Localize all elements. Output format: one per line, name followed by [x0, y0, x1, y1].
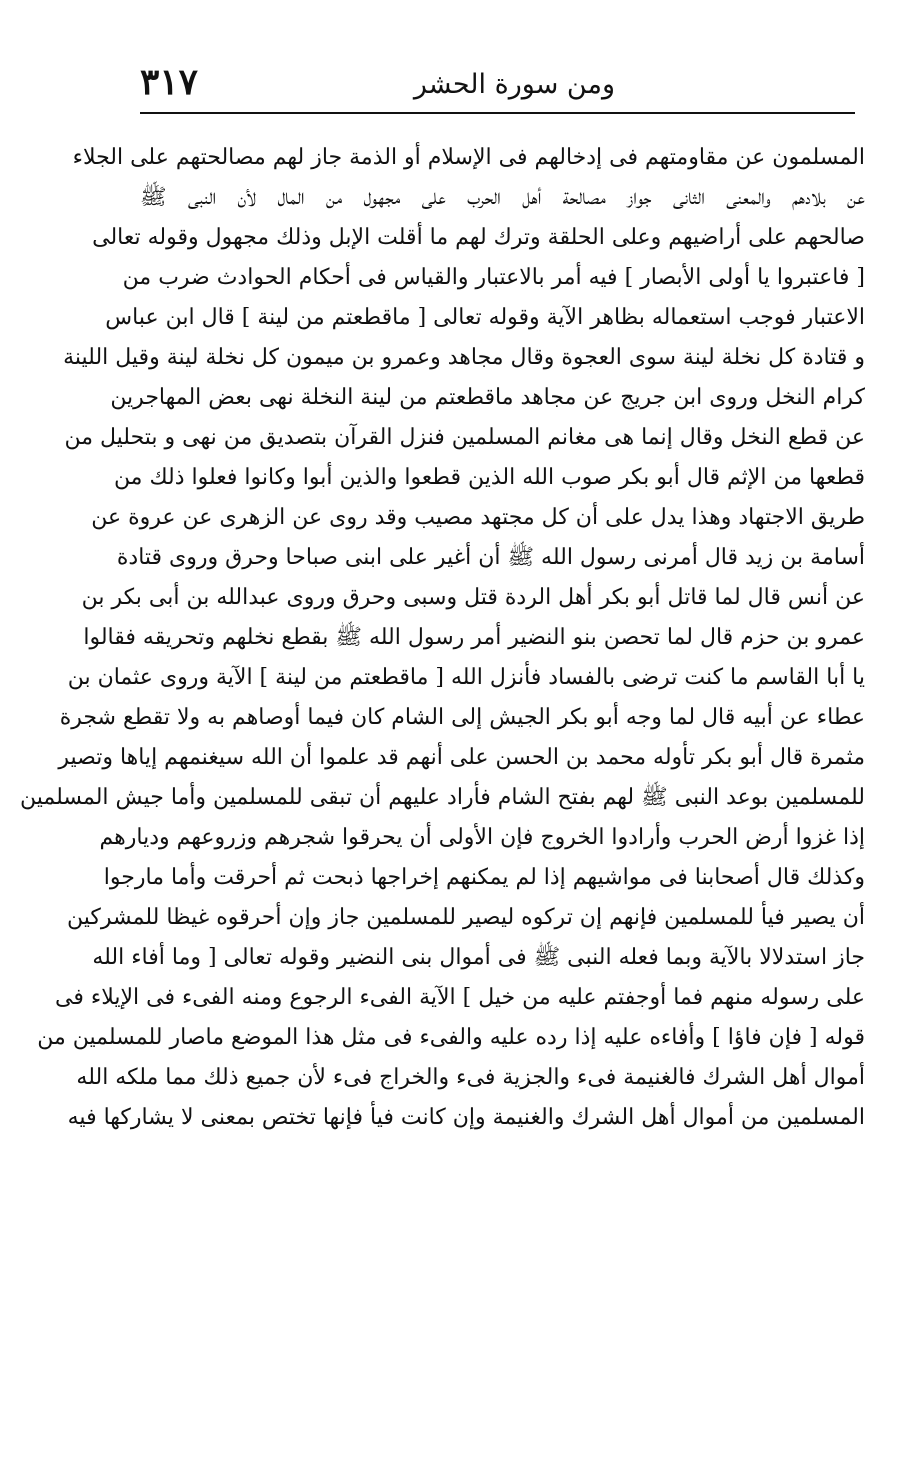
- text-line: قوله [ فإن فاؤا ] وأفاءه عليه إذا رده عليه والفىء فى مثل هذا الموضع ماصار للمسلمين من: [37, 1025, 865, 1050]
- text-line: أن يصير فيأ للمسلمين فإنهم إن تركوه ليصير للمسلمين جاز وإن أحرقوه غيظا للمشركين: [67, 905, 865, 930]
- text-line: أموال أهل الشرك فالغنيمة فىء والجزية فىء والخراج فىء لأن جميع ذلك مما ملكه الله: [76, 1065, 865, 1090]
- page-number: ٣١٧: [140, 61, 199, 103]
- text-line: المسلمون عن مقاومتهم فى إدخالهم فى الإسلام أو الذمة جاز لهم مصالحتهم على الجلاء: [72, 145, 865, 170]
- header-rule: [140, 112, 855, 114]
- text-line: على رسوله منهم فما أوجفتم عليه من خيل ] الآية الفىء الرجوع ومنه الفىء فى الإيلاء فى: [55, 985, 865, 1010]
- text-line: جاز استدلالا بالآية وبما فعله النبى ﷺ فى أموال بنى النضير وقوله تعالى [ وما أفاء الله: [92, 945, 865, 970]
- text-line: للمسلمين بوعد النبى ﷺ لهم بفتح الشام فأراد عليهم أن تبقى للمسلمين وأما جيش المسلمين: [20, 785, 865, 810]
- text-line: وكذلك قال أصحابنا فى مواشيهم إذا لم يمكنهم إخراجها ذبحت ثم أحرقت وأما مارجوا: [103, 865, 865, 890]
- text-line: و قتادة كل نخلة لينة سوى العجوة وقال مجاهد وعمرو بن ميمون كل نخلة لينة وقيل اللينة: [63, 345, 865, 370]
- text-line: يا أبا القاسم ما كنت ترضى بالفساد فأنزل الله [ ماقطعتم من لينة ] الآية وروى عثمان بن: [67, 665, 865, 690]
- text-line: أسامة بن زيد قال أمرنى رسول الله ﷺ أن أغير على ابنى صباحا وحرق وروى قتادة: [116, 545, 865, 570]
- text-line: قطعها من الإثم قال أبو بكر صوب الله الذين قطعوا والذين أبوا وكانوا فعلوا ذلك من: [113, 465, 865, 490]
- text-line: عن قطع النخل وقال إنما هى مغانم المسلمين فنزل القرآن بتصديق من نهى و بتحليل من: [64, 425, 865, 450]
- text-line: طريق الاجتهاد وهذا يدل على أن كل مجتهد مصيب وقد روى عن الزهرى عن عروة عن: [91, 505, 865, 530]
- text-line: إذا غزوا أرض الحرب وأرادوا الخروج فإن الأولى أن يحرقوا شجرهم وزروعهم وديارهم: [99, 825, 865, 850]
- text-line: الاعتبار فوجب استعماله بظاهر الآية وقوله تعالى [ ماقطعتم من لينة ] قال ابن عباس: [105, 305, 865, 330]
- text-line: المسلمين من أموال أهل الشرك والغنيمة وإن كانت فيأ فإنها تختص بمعنى لا يشاركها فيه: [67, 1105, 865, 1130]
- text-line: صالحهم على أراضيهم وعلى الحلقة وترك لهم ما أقلت الإبل وذلك مجهول وقوله تعالى: [92, 225, 865, 250]
- running-header: [140, 62, 855, 108]
- text-line: عن أنس قال لما قاتل أبو بكر أهل الردة قتل وسبى وحرق وروى عبدالله بن أبى بكر بن: [81, 585, 865, 610]
- text-line: كرام النخل وروى ابن جريج عن مجاهد ماقطعتم من لينة النخلة نهى بعض المهاجرين: [110, 385, 865, 410]
- text-line: عمرو بن حزم قال لما تحصن بنو النضير أمر رسول الله ﷺ بقطع نخلهم وتحريقه فقالوا: [83, 625, 865, 650]
- text-line: عن بلادهم والمعنى الثانى جواز مصالحة أهل الحرب على مجهول من المال لأن النبى ﷺ: [140, 185, 865, 210]
- text-line: عطاء عن أبيه قال لما وجه أبو بكر الجيش إلى الشام كان فيما أوصاهم به ولا تقطع شجرة: [59, 705, 865, 730]
- text-line: [ فاعتبروا يا أولى الأبصار ] فيه أمر بالاعتبار والقياس فى أحكام الحوادث ضرب من: [122, 265, 865, 290]
- running-title: ومن سورة الحشر: [413, 69, 615, 100]
- body-text: [20, 138, 865, 1138]
- text-line: مثمرة قال أبو بكر تأوله محمد بن الحسن على أنهم قد علموا أن الله سيغنمهم إياها وتصير: [58, 745, 865, 770]
